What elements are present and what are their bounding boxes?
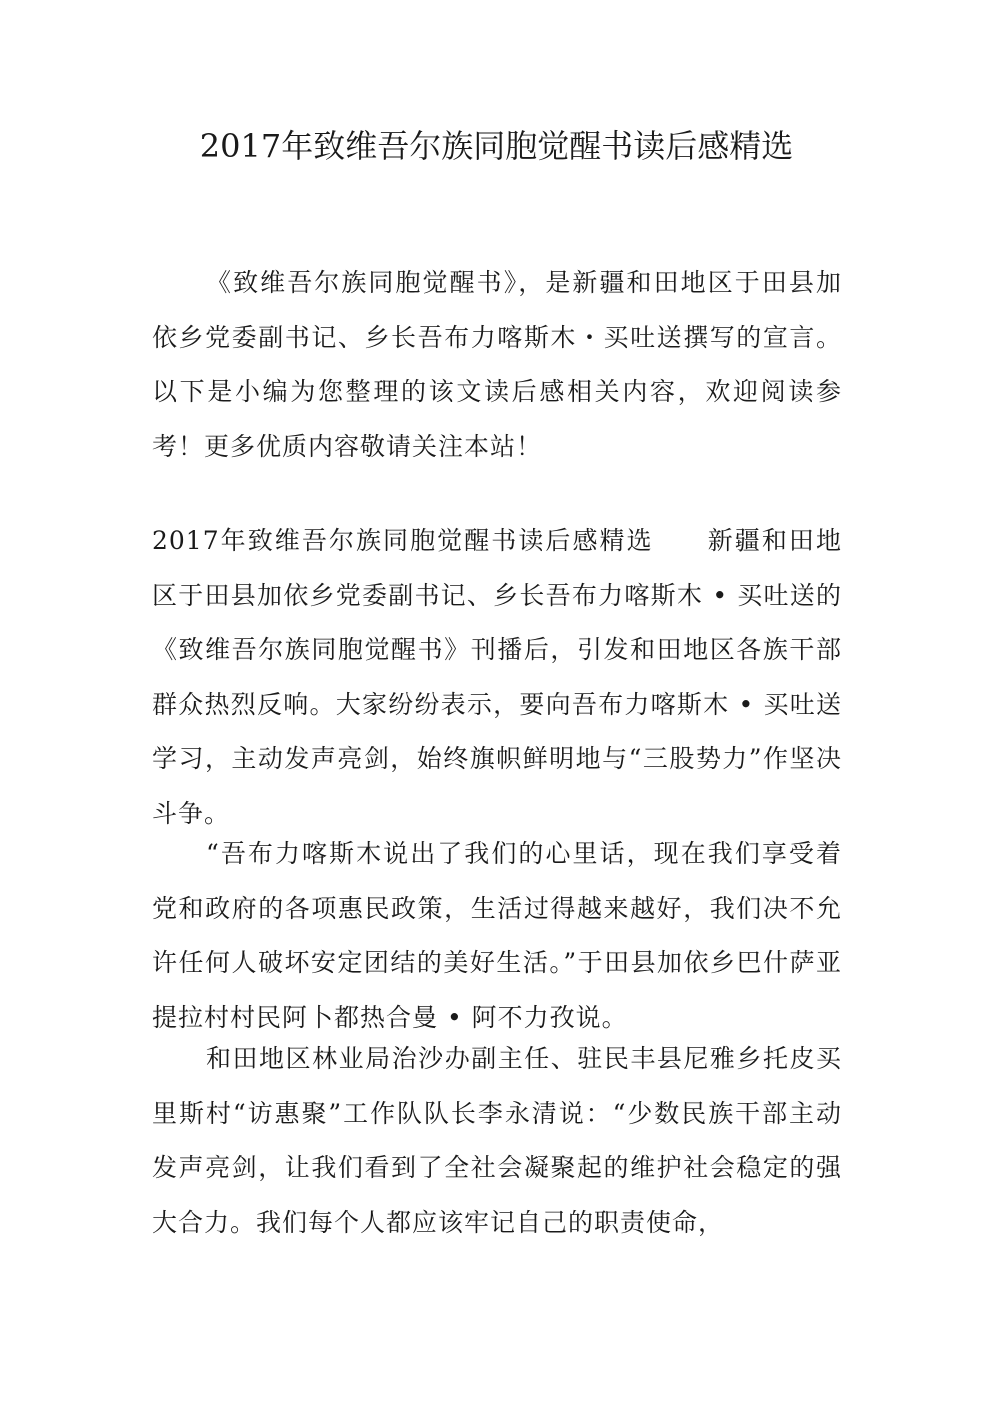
- body-paragraph-2: “吾布力喀斯木说出了我们的心里话，现在我们享受着党和政府的各项惠民政策，生活过得越来越好，我们决不允许任何人破坏安定团结的美好生活。”于田县加依乡巴什萨亚提拉村村民阿卜都热合曼 • 阿不力孜说。: [152, 839, 842, 1032]
- intro-paragraph: 《致维吾尔族同胞觉醒书》，是新疆和田地区于田县加依乡党委副书记、乡长吾布力喀斯木・买吐送撰写的宣言。以下是小编为您整理的该文读后感相关内容，欢迎阅读参考！更多优质内容敬请关注本站！: [152, 268, 842, 461]
- body-paragraph-1: 2017年致维吾尔族同胞觉醒书读后感精选 新疆和田地区于田县加依乡党委副书记、乡长吾布力喀斯木 • 买吐送的《致维吾尔族同胞觉醒书》刊播后，引发和田地区各族干部群众热烈反响。大家纷纷表示，要向吾布力喀斯木 • 买吐送学习，主动发声亮剑，始终旗帜鲜明地与“三股势力”作坚决斗争。: [152, 526, 842, 828]
- document-title: 2017年致维吾尔族同胞觉醒书读后感精选: [199, 127, 794, 165]
- body-paragraph-3: 和田地区林业局治沙办副主任、驻民丰县尼雅乡托皮买里斯村“访惠聚”工作队队长李永清说：“少数民族干部主动发声亮剑，让我们看到了全社会凝聚起的维护社会稳定的强大合力。我们每个人都应该牢记自己的职责使命，: [152, 1044, 842, 1237]
